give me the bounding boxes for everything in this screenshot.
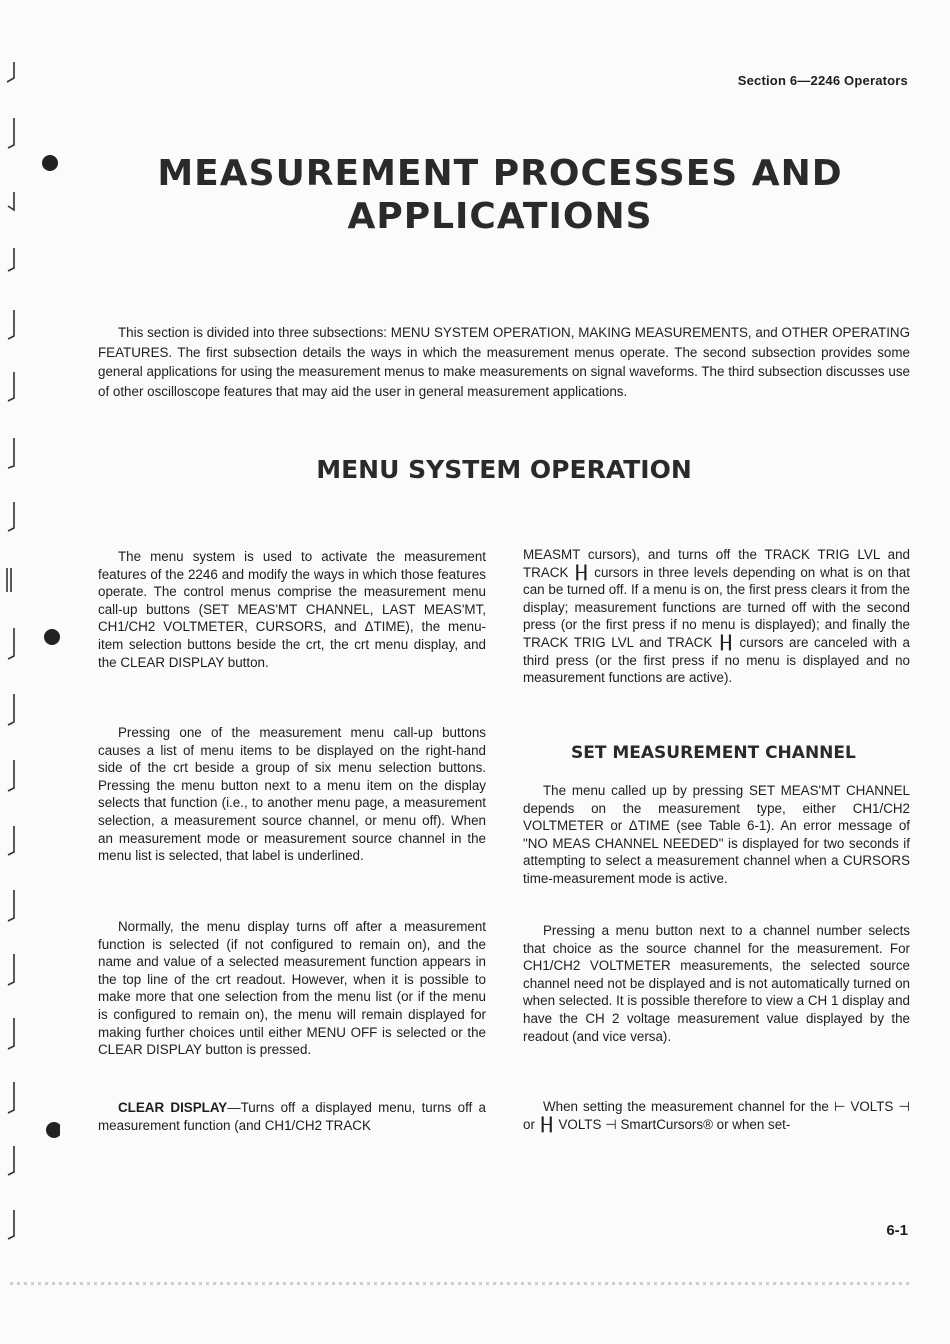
left-paragraph-3: Normally, the menu display turns off after a measurement function is selected (if not configured to remain on), and the name and value of a selected measurement function appears in the top line of the crt readout. However, when it is possible to make more that one selection from the menu list (or if the menu is configured to remain on), the menu will remain displayed for making further choices until either MENU OFF is selected or the CLEAR DISPLAY button is pressed. bbox=[98, 919, 486, 1058]
left-paragraph-4 bbox=[98, 1099, 486, 1134]
right-paragraph-2: The menu called up by pressing SET MEAS'MT CHANNEL depends on the measurement type, either CH1/CH2 VOLTMETER or ΔTIME (see Table 6-1). An error message of "NO MEAS CHANNEL NEEDED" is displayed for two seconds if attempting to select a measurement channel when a CURSORS time-measurement mode is active. bbox=[523, 783, 910, 886]
left-paragraph-2: Pressing one of the measurement menu call-up buttons causes a list of menu items to be displayed on the right-hand side of the crt beside a group of six menu selection buttons. Pressing the menu button next to a menu item on the display selects that function (i.e., to another menu page, a measurement selection, a measurement source channel, or menu off). When an measurement mode or measurement source channel in the menu list is selected, that label is underlined. bbox=[98, 725, 486, 864]
section-title: MENU SYSTEM OPERATION bbox=[316, 455, 692, 484]
clear-display-term: CLEAR DISPLAY bbox=[118, 1100, 228, 1115]
right-paragraph-1: MEASMT cursors), and turns off the TRACK TRIG LVL and TRACK ┠┨ cursors in three levels depending on what is on that can be turned off. If a menu is on, the first press clears it from the display; measurement functions are turned off with the second press (or the first press if no menu is displayed); and finally the TRACK TRIG LVL and TRACK ┠┨ cursors are canceled with a third press (or the first press if no menu is displayed and no measurement functions are active). bbox=[523, 547, 910, 686]
right-paragraph-4: When setting the measurement channel for the ⊢ VOLTS ⊣ or ┠┨ VOLTS ⊣ SmartCursors® or when set- bbox=[523, 1099, 910, 1132]
scan-edge bbox=[10, 1282, 910, 1285]
section-header: Section 6—2246 Operators bbox=[737, 73, 908, 88]
left-paragraph-1: The menu system is used to activate the measurement features of the 2246 and modify the ways in which those features operate. The control menus comprise the measurement menu call-up buttons (SET MEAS'MT CHANNEL, LAST MEAS'MT, CH1/CH2 VOLTMETER, CURSORS, and ΔTIME), the menu-item selection buttons beside the crt, the crt menu display, and the CLEAR DISPLAY button. bbox=[98, 549, 486, 670]
page-title-line-1: MEASUREMENT PROCESSES AND bbox=[157, 153, 843, 194]
subsection-title: SET MEASUREMENT CHANNEL bbox=[571, 743, 856, 763]
page-title-line-2: APPLICATIONS bbox=[347, 196, 653, 237]
right-paragraph-3: Pressing a menu button next to a channel number selects that choice as the source channel for the measurement. For CH1/CH2 VOLTMETER measurements, the selected source channel need not be displayed and is not automatically turned on when selected. It is possible therefore to view a CH 1 display and have the CH 2 voltage measurement value displayed by the readout (and vice versa). bbox=[523, 923, 910, 1044]
binding-marks bbox=[0, 0, 60, 1344]
page-number: 6-1 bbox=[886, 1222, 908, 1239]
clear-display-description: —Turns off a displayed menu, turns off a measurement function (and CH1/CH2 TRACK bbox=[98, 1100, 486, 1133]
page-title bbox=[130, 152, 870, 238]
intro-paragraph: This section is divided into three subsections: MENU SYSTEM OPERATION, MAKING MEASUREMENTS, and OTHER OPERATING FEATURES. The first subsection details the ways in which the measurement menus operate. The second subsection provides some general applications for using the measurement menus to make measurements on signal waveforms. The third subsection discusses use of other oscilloscope features that may aid the user in general measurement applications. bbox=[98, 325, 910, 399]
